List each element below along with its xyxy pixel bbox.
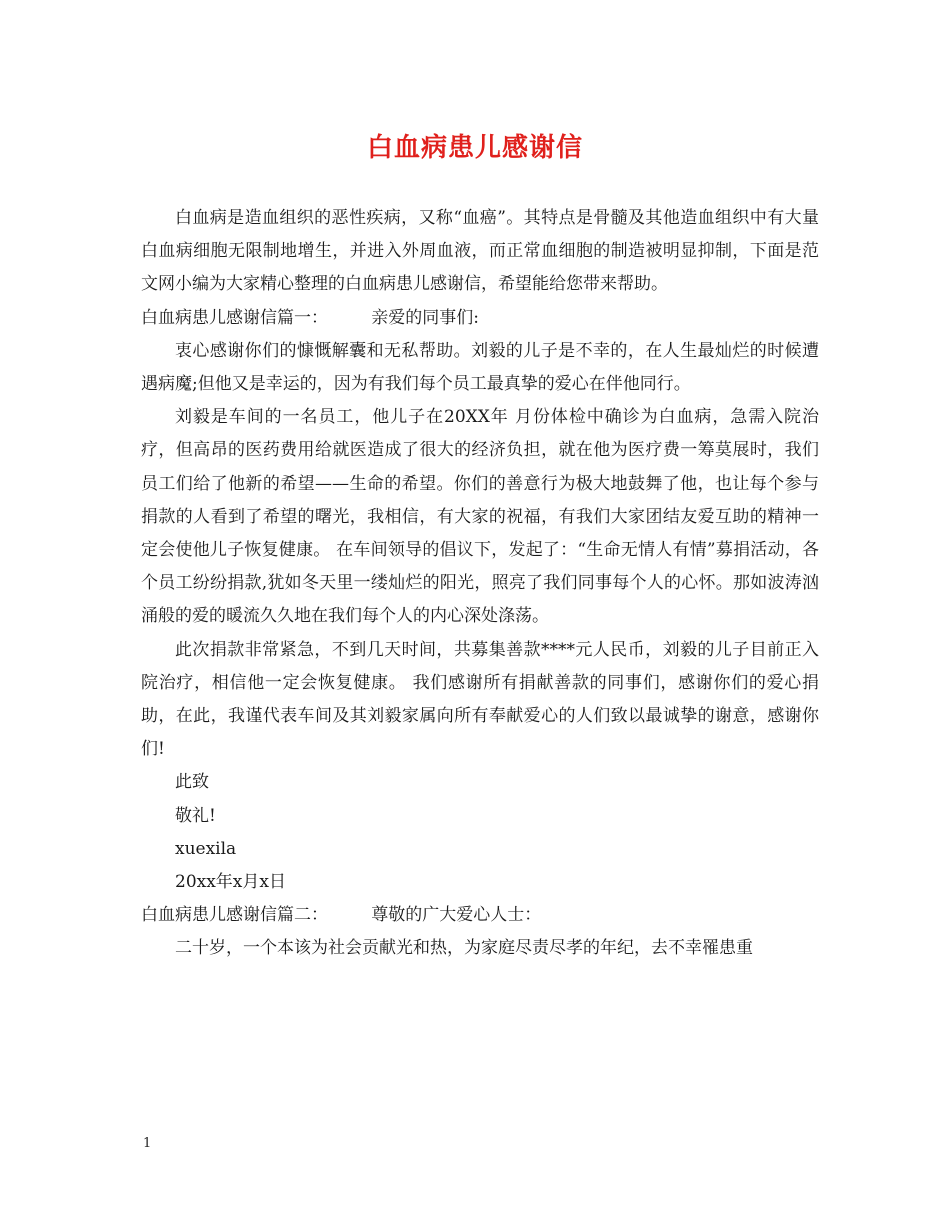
intro-paragraph: 白血病是造血组织的恶性疾病，又称“血癌”。其特点是骨髓及其他造血组织中有大量白血病细胞无限制地增生，并进入外周血液，而正常血细胞的制造被明显抑制，下面是范文网小编为大家精心整理的白血病患儿感谢信，希望能给您带来帮助。 (141, 208, 819, 295)
page-number: 1 (143, 1136, 152, 1151)
page-title: 白血病患儿感谢信 (366, 133, 583, 163)
section-1-paragraph-1: 衷心感谢你们的慷慨解囊和无私帮助。刘毅的儿子是不幸的，在人生最灿烂的时候遭遇病魔;但他又是幸运的，因为有我们每个员工最真挚的爱心在伴他同行。 (141, 340, 819, 395)
section-2-paragraph-1: 二十岁，一个本该为社会贡献光和热，为家庭尽责尽孝的年纪，去不幸罹患重 (175, 938, 753, 959)
section-2-heading: 白血病患儿感谢信篇二： 尊敬的广大爱心人士： (141, 905, 542, 926)
closing-line-2: 敬礼! (175, 805, 216, 826)
section-1-paragraph-2: 刘毅是车间的一名员工，他儿子在20XX年 月份体检中确诊为白血病，急需入院治疗，但高昂的医药费用给就医造成了很大的经济负担，就在他为医疗费一筹莫展时，我们员工们给了他新的希望——生命的希望。你们的善意行为极大地鼓舞了他，也让每个参与捐款的人看到了希望的曙光，我相信，有大家的祝福，有我们大家团结友爱互助的精神一定会使他儿子恢复健康。 在车间领导的倡议下，发起了：“生命无情人有情”募捐活动，各个员工纷纷捐款,犹如冬天里一缕灿烂的阳光，照亮了我们同事每个人的心怀。那如波涛汹涌般的爱的暖流久久地在我们每个人的内心深处涤荡。 (141, 407, 819, 627)
section-1-heading: 白血病患儿感谢信篇一： 亲爱的同事们: (141, 307, 479, 328)
closing-line-1: 此致 (175, 772, 209, 793)
letter-body (141, 202, 819, 966)
section-1-paragraph-3: 此次捐款非常紧急，不到几天时间，共募集善款****元人民币，刘毅的儿子目前正入院治疗，相信他一定会恢复健康。 我们感谢所有捐献善款的同事们，感谢你们的爱心捐助，在此，我谨代表车间及其刘毅家属向所有奉献爱心的人们致以最诚挚的谢意，感谢你们! (141, 639, 819, 760)
signature: xuexila (175, 838, 237, 859)
letter-date: 20xx年x月x日 (175, 872, 286, 893)
